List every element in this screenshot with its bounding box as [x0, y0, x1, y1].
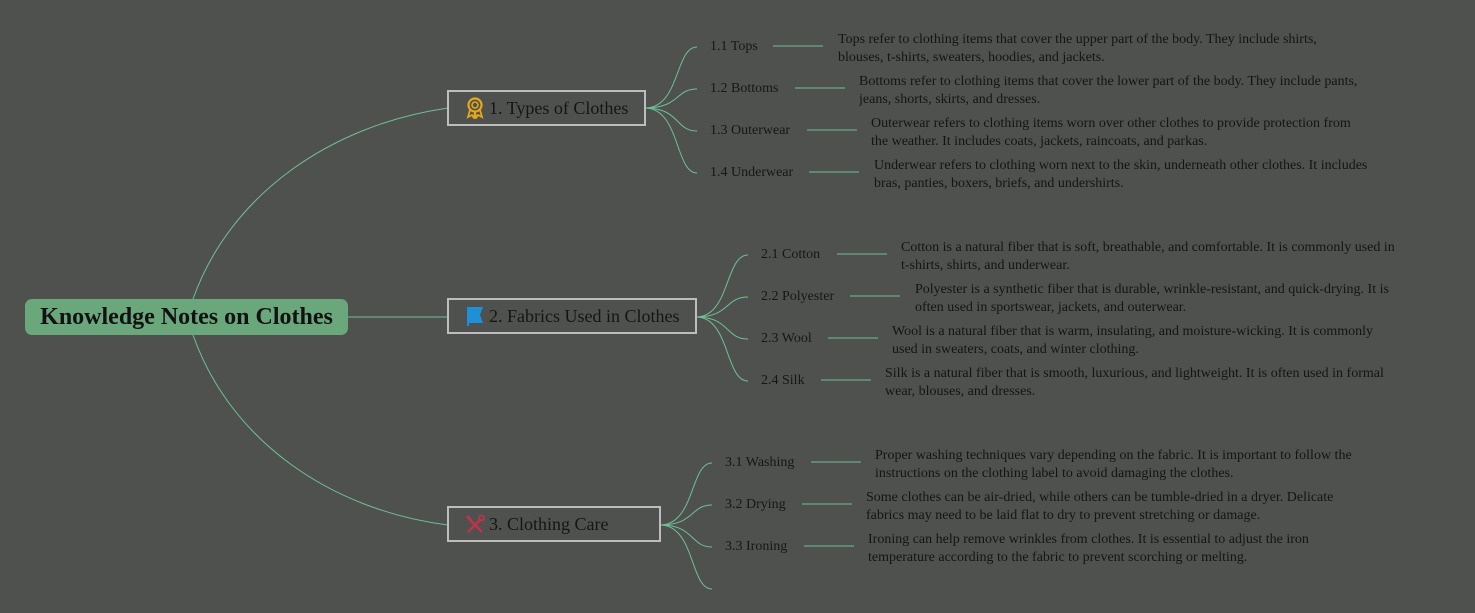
subtopic-outerwear[interactable]: 1.3 Outerwear — [710, 123, 791, 138]
note-line: Tops refer to clothing items that cover the upper part of the body. They include shirts, — [838, 32, 1317, 47]
subtopic-tops[interactable]: 1.1 Tops — [710, 39, 758, 54]
subtopic-cotton[interactable]: 2.1 Cotton — [761, 247, 821, 262]
subtopic-bottoms[interactable]: 1.2 Bottoms — [710, 81, 779, 96]
note-bottoms — [859, 73, 1357, 109]
note-line: temperature according to the fabric to prevent scorching or melting. — [868, 550, 1248, 565]
note-line: blouses, t-shirts, sweaters, hoodies, and jackets. — [838, 50, 1105, 65]
note-line: Cotton is a natural fiber that is soft, breathable, and comfortable. It is commonly used in — [901, 240, 1395, 255]
note-silk — [885, 365, 1384, 401]
branch-fabrics-used-in-clothes[interactable] — [447, 298, 697, 334]
note-wool — [892, 323, 1373, 359]
subtopic-polyester[interactable]: 2.2 Polyester — [761, 289, 835, 304]
note-line: bras, panties, boxers, briefs, and undershirts. — [874, 176, 1124, 191]
note-washing — [875, 447, 1352, 483]
note-underwear — [874, 157, 1367, 193]
note-line: the weather. It includes coats, jackets, raincoats, and parkas. — [871, 134, 1208, 149]
note-line: Wool is a natural fiber that is warm, insulating, and moisture-wicking. It is commonly — [892, 324, 1374, 339]
note-line: Silk is a natural fiber that is smooth, luxurious, and lightweight. It is often used in formal — [885, 366, 1384, 381]
note-line: t-shirts, shirts, and underwear. — [901, 258, 1070, 273]
note-line: used in sweaters, coats, and winter clothing. — [892, 342, 1139, 357]
note-drying — [866, 489, 1333, 525]
subtopic-washing[interactable]: 3.1 Washing — [725, 455, 795, 470]
subtopic-silk[interactable]: 2.4 Silk — [761, 373, 805, 388]
note-cotton — [901, 239, 1395, 275]
note-line: Some clothes can be air-dried, while others can be tumble-dried in a dryer. Delicate — [866, 490, 1334, 505]
subtopic-wool[interactable]: 2.3 Wool — [761, 331, 812, 346]
root-title: Knowledge Notes on Clothes — [40, 303, 333, 330]
note-outerwear — [871, 115, 1351, 151]
subtopic-drying[interactable]: 3.2 Drying — [725, 497, 786, 512]
branch-label: 1. Types of Clothes — [489, 97, 629, 118]
root-topic[interactable] — [25, 299, 348, 335]
note-line: instructions on the clothing label to avoid damaging the clothes. — [875, 466, 1234, 481]
note-line: Ironing can help remove wrinkles from clothes. It is essential to adjust the iron — [868, 532, 1309, 547]
note-line: Bottoms refer to clothing items that cover the lower part of the body. They include pants, — [859, 74, 1358, 89]
note-ironing — [868, 531, 1309, 567]
note-line: often used in sportswear, jackets, and outerwear. — [915, 300, 1187, 315]
note-line: Outerwear refers to clothing items worn over other clothes to provide protection from — [871, 116, 1351, 131]
note-line: Polyester is a synthetic fiber that is durable, wrinkle-resistant, and quick-drying. It is — [915, 282, 1389, 297]
note-line: fabrics may need to be laid flat to dry to prevent stretching or damage. — [866, 508, 1261, 523]
note-polyester — [915, 281, 1389, 317]
branch-label: 3. Clothing Care — [489, 513, 609, 534]
subtopic-ironing[interactable]: 3.3 Ironing — [725, 539, 788, 554]
note-line: Underwear refers to clothing worn next to the skin, underneath other clothes. It includes — [874, 158, 1368, 173]
note-tops — [838, 31, 1317, 67]
branch-clothing-care[interactable] — [447, 506, 661, 542]
tools-icon — [465, 513, 485, 535]
subtopic-underwear[interactable]: 1.4 Underwear — [710, 165, 794, 180]
note-line: Proper washing techniques vary depending on the fabric. It is important to follow the — [875, 448, 1352, 463]
blue-flag-icon — [465, 305, 485, 327]
note-line: wear, blouses, and dresses. — [885, 384, 1036, 399]
award-ribbon-icon — [465, 97, 485, 119]
branch-label: 2. Fabrics Used in Clothes — [489, 305, 680, 326]
branch-types-of-clothes[interactable] — [447, 90, 646, 126]
note-line: jeans, shorts, skirts, and dresses. — [859, 92, 1041, 107]
